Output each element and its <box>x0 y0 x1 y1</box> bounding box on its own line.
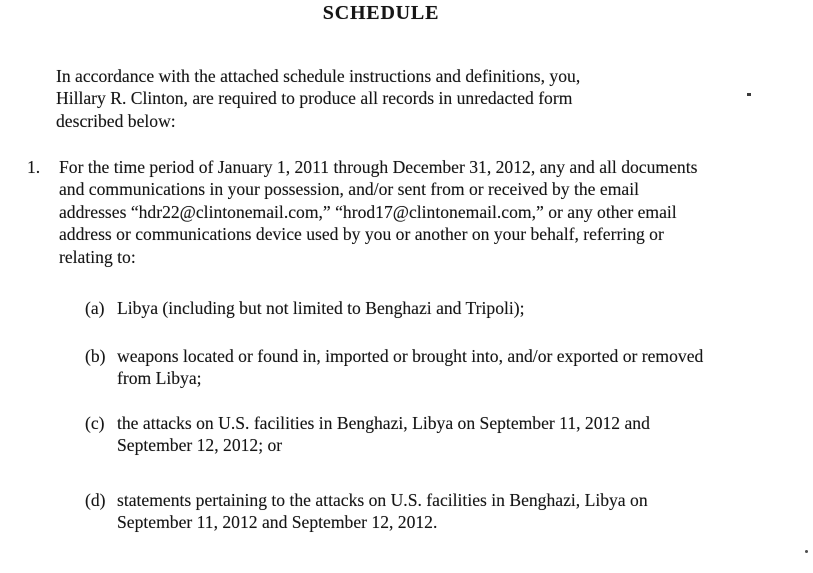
subitem-body <box>117 489 648 534</box>
subitem-line: the attacks on U.S. facilities in Benghazi, Libya on September 11, 2012 and <box>117 413 650 433</box>
subitem-line: September 11, 2012 and September 12, 2012. <box>117 512 438 533</box>
intro-line: In accordance with the attached schedule instructions and definitions, you, <box>56 66 581 86</box>
item-line: and communications in your possession, and/or sent from or received by the email <box>59 179 639 200</box>
item-number: 1. <box>27 157 41 177</box>
subitem-c <box>85 412 650 457</box>
subitem-body <box>117 412 650 457</box>
subitem-body <box>117 297 525 319</box>
subitem-label: (a) <box>85 298 105 318</box>
item-line: address or communications device used by you or another on your behalf, referring or <box>59 224 664 245</box>
subitem-d <box>85 489 648 534</box>
subitem-label: (d) <box>85 490 106 510</box>
document-title: SCHEDULE <box>322 2 440 24</box>
subitem-line: September 12, 2012; or <box>117 435 283 456</box>
item-line: For the time period of January 1, 2011 through December 31, 2012, any and all documents <box>59 157 698 177</box>
subitem-label: (b) <box>85 346 106 366</box>
scan-speck <box>805 550 808 553</box>
subitem-line: Libya (including but not limited to Benghazi and Tripoli); <box>117 298 525 318</box>
scan-speck <box>747 93 751 96</box>
subitem-a <box>85 297 525 319</box>
numbered-item-1 <box>27 156 697 268</box>
subitem-label: (c) <box>85 413 105 433</box>
item-line: addresses “hdr22@clintonemail.com,” “hrod17@clintonemail.com,” or any other email <box>59 201 677 222</box>
intro-line: described below: <box>56 110 176 131</box>
subitem-line: from Libya; <box>117 368 202 389</box>
item-body <box>59 156 697 268</box>
subitem-line: weapons located or found in, imported or brought into, and/or exported or removed <box>117 346 704 366</box>
intro-line: Hillary R. Clinton, are required to produce all records in unredacted form <box>56 88 573 109</box>
subitem-body <box>117 345 703 390</box>
subitem-b <box>85 345 703 390</box>
intro-paragraph <box>56 65 580 132</box>
item-line: relating to: <box>59 246 136 267</box>
subitem-line: statements pertaining to the attacks on U.S. facilities in Benghazi, Libya on <box>117 490 648 510</box>
